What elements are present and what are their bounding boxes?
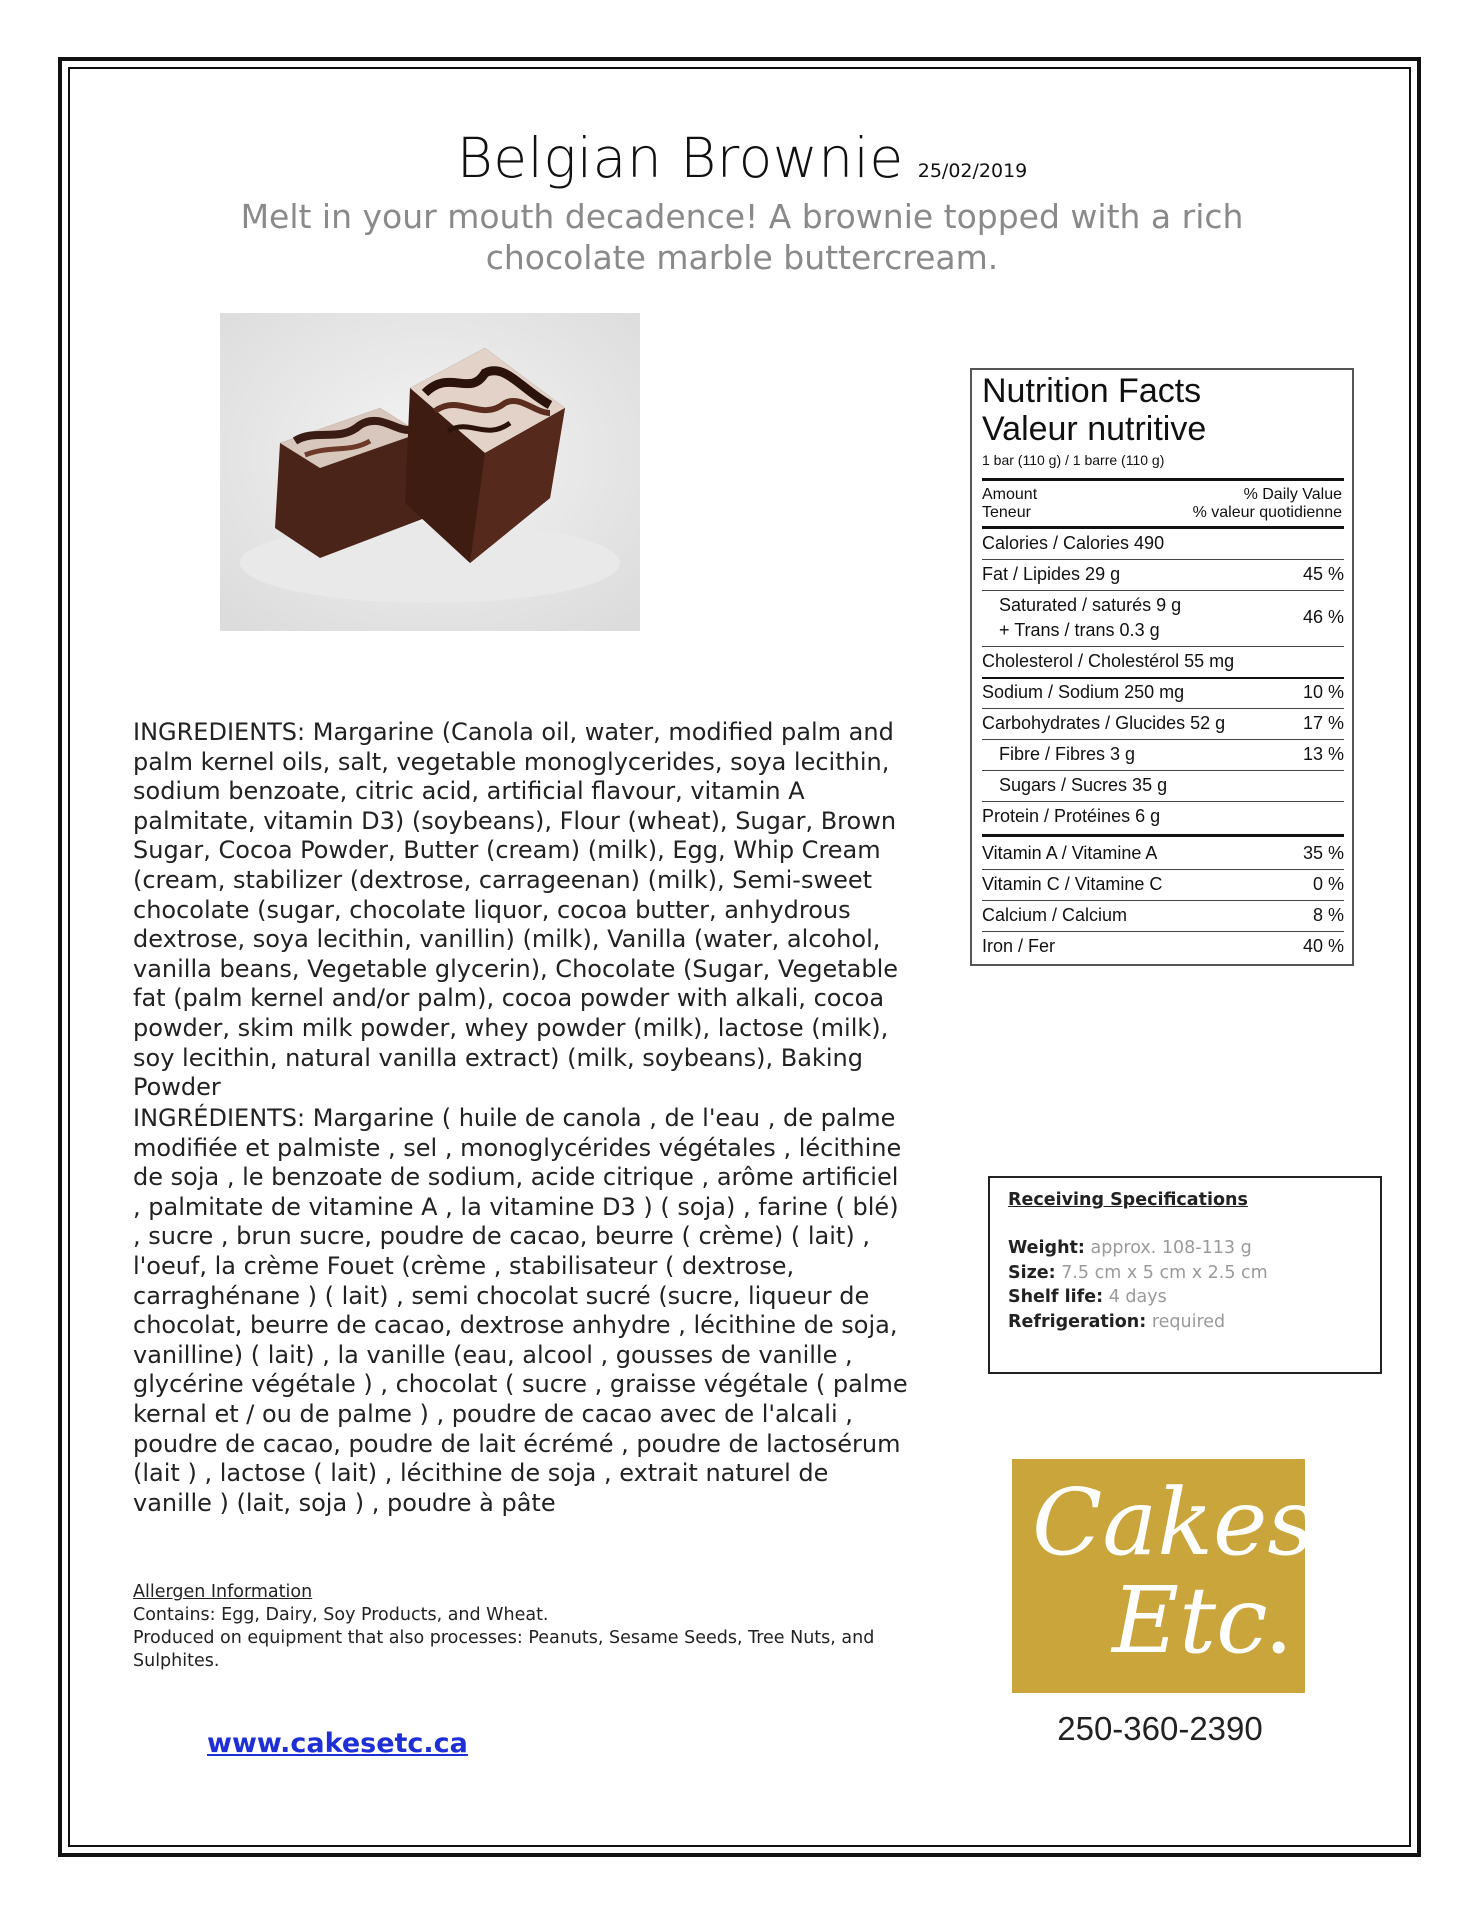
website-link[interactable]: www.cakesetc.ca	[207, 1728, 468, 1759]
rule	[982, 590, 1344, 591]
rule	[982, 900, 1344, 901]
receiving-specifications	[988, 1176, 1382, 1374]
rule	[982, 869, 1344, 870]
logo-line-2: Etc	[1112, 1567, 1268, 1674]
calcium-label: Calcium / Calcium	[982, 905, 1128, 925]
product-photo	[220, 313, 640, 631]
logo-dot: .	[1264, 1567, 1294, 1674]
spec-size-value: 7.5 cm x 5 cm x 2.5 cm	[1061, 1262, 1268, 1283]
vitamin-a-label: Vitamin A / Vitamine A	[982, 843, 1158, 863]
phone-number: 250-360-2390	[1057, 1710, 1263, 1747]
saturated-label: Saturated / saturés 9 g	[999, 595, 1182, 615]
fibre-pct: 13 %	[1302, 744, 1344, 764]
spec-shelf-key: Shelf life:	[1008, 1287, 1104, 1307]
saturated-pct: 46 %	[1302, 607, 1344, 627]
vitamin-c-label: Vitamin C / Vitamine C	[982, 874, 1163, 894]
fat-label: Fat / Lipides 29 g	[982, 564, 1121, 584]
calories-label: Calories / Calories 490	[982, 533, 1165, 553]
vitamin-c-pct: 0 %	[1312, 874, 1344, 894]
rule	[982, 559, 1344, 560]
allergen-produced: Produced on equipment that also processes: Peanuts, Sesame Seeds, Tree Nuts, and Sulphites.	[133, 1628, 875, 1671]
ingredients-french: INGRÉDIENTS: Margarine ( huile de canola , de l'eau , de palme modifiée et palmiste , sel , monoglycérides végétales , lécithine de soja , le benzoate de sodium, acide citrique , arôme artificiel , palmitate de vitamine A , la vitamine D3 ) ( soja) , farine ( blé) , sucre , brun sucre, poudre de cacao, beurre ( crème) ( lait) , l'oeuf, la crème Fouet (crème , stabilisateur ( dextrose, carraghénane ) ( lait) , semi chocolat sucré (sucre, liqueur de chocolat, beurre de cacao, dextrose anhydre , lécithine de soja, vanilline) ( lait) , la vanille (eau, alcool , gousses de vanille , glycérine végétale ) , chocolat ( sucre , graisse végétale ( palme kernal et / ou de palme ) , poudre de cacao avec de l'alcali , poudre de cacao, poudre de lait écrémé , poudre de lactosérum (lait ) , lactose ( lait) , lécithine de soja , extrait naturel de vanille ) (lait, soja ) , poudre à pâte	[133, 1104, 908, 1517]
cholesterol-label: Cholesterol / Cholestérol 55 mg	[982, 651, 1235, 671]
spec-shelf-value: 4 days	[1108, 1287, 1167, 1307]
iron-pct: 40 %	[1302, 936, 1344, 956]
amount-header	[982, 486, 1037, 522]
specs-body	[1008, 1236, 1268, 1334]
dv-fr: % valeur quotidienne	[1192, 504, 1342, 521]
spec-refrig-value: required	[1151, 1311, 1226, 1332]
vitamin-a-pct: 35 %	[1302, 843, 1344, 863]
spec-refrigeration	[1008, 1310, 1268, 1335]
nutrition-title-en: Nutrition Facts	[982, 372, 1202, 410]
spec-shelf-life	[1008, 1285, 1268, 1310]
rule	[982, 526, 1344, 529]
allergen-title: Allergen Information	[133, 1582, 313, 1602]
product-date: 25/02/2019	[917, 160, 1028, 182]
spec-weight-key: Weight:	[1008, 1238, 1085, 1258]
logo-line-1: Cakes	[1032, 1469, 1315, 1576]
amount-en: Amount	[982, 486, 1038, 503]
fibre-label: Fibre / Fibres 3 g	[999, 744, 1136, 764]
rule	[982, 834, 1344, 837]
nutrition-title-fr: Valeur nutritive	[982, 410, 1207, 448]
rule	[982, 478, 1344, 481]
amount-fr: Teneur	[982, 504, 1031, 521]
fat-pct: 45 %	[1302, 564, 1344, 584]
serving-size: 1 bar (110 g) / 1 barre (110 g)	[982, 452, 1165, 468]
iron-label: Iron / Fer	[982, 936, 1056, 956]
rule	[982, 646, 1344, 647]
product-subtitle: Melt in your mouth decadence! A brownie topped with a rich chocolate marble buttercream.	[240, 197, 1244, 277]
rule	[982, 770, 1344, 771]
spec-size	[1008, 1261, 1268, 1286]
rule	[982, 677, 1344, 679]
rule	[982, 708, 1344, 709]
trans-label: + Trans / trans 0.3 g	[999, 620, 1160, 640]
sodium-label: Sodium / Sodium 250 mg	[982, 682, 1185, 702]
allergen-contains: Contains: Egg, Dairy, Soy Products, and Wheat.	[133, 1605, 549, 1625]
product-title: Belgian Brownie	[456, 126, 904, 190]
header	[0, 126, 1484, 190]
carbs-label: Carbohydrates / Glucides 52 g	[982, 713, 1226, 733]
spec-refrig-key: Refrigeration:	[1008, 1311, 1147, 1332]
daily-value-header	[1193, 486, 1342, 522]
calcium-pct: 8 %	[1312, 905, 1344, 925]
nutrition-facts-panel	[970, 368, 1354, 966]
spec-weight-value: approx. 108-113 g	[1090, 1238, 1252, 1258]
cakes-etc-logo	[1012, 1459, 1315, 1693]
sodium-pct: 10 %	[1302, 682, 1344, 702]
dv-en: % Daily Value	[1243, 486, 1342, 503]
spec-weight	[1008, 1236, 1268, 1261]
protein-label: Protein / Protéines 6 g	[982, 806, 1161, 826]
sugars-label: Sugars / Sucres 35 g	[999, 775, 1168, 795]
carbs-pct: 17 %	[1302, 713, 1344, 733]
spec-size-key: Size:	[1008, 1262, 1056, 1283]
allergen-information	[133, 1581, 913, 1673]
rule	[982, 739, 1344, 740]
specs-title: Receiving Specifications	[1008, 1190, 1248, 1210]
rule	[982, 931, 1344, 932]
rule	[982, 801, 1344, 802]
ingredients-english: INGREDIENTS: Margarine (Canola oil, water, modified palm and palm kernel oils, salt, vegetable monoglycerides, soya lecithin, sodium benzoate, citric acid, artificial flavour, vitamin A palmitate, vitamin D3) (soybeans), Flour (wheat), Sugar, Brown Sugar, Cocoa Powder, Butter (cream) (milk), Egg, Whip Cream (cream, stabilizer (dextrose, carrageenan) (milk), Semi-sweet chocolate (sugar, chocolate liquor, cocoa butter, anhydrous dextrose, soya lecithin, vanillin) (milk), Vanilla (water, alcohol, vanilla beans, Vegetable glycerin), Chocolate (Sugar, Vegetable fat (palm kernel and/or palm), cocoa powder with alkali, cocoa powder, skim milk powder, whey powder (milk), lactose (milk), soy lecithin, natural vanilla extract) (milk, soybeans), Baking Powder	[133, 718, 898, 1102]
